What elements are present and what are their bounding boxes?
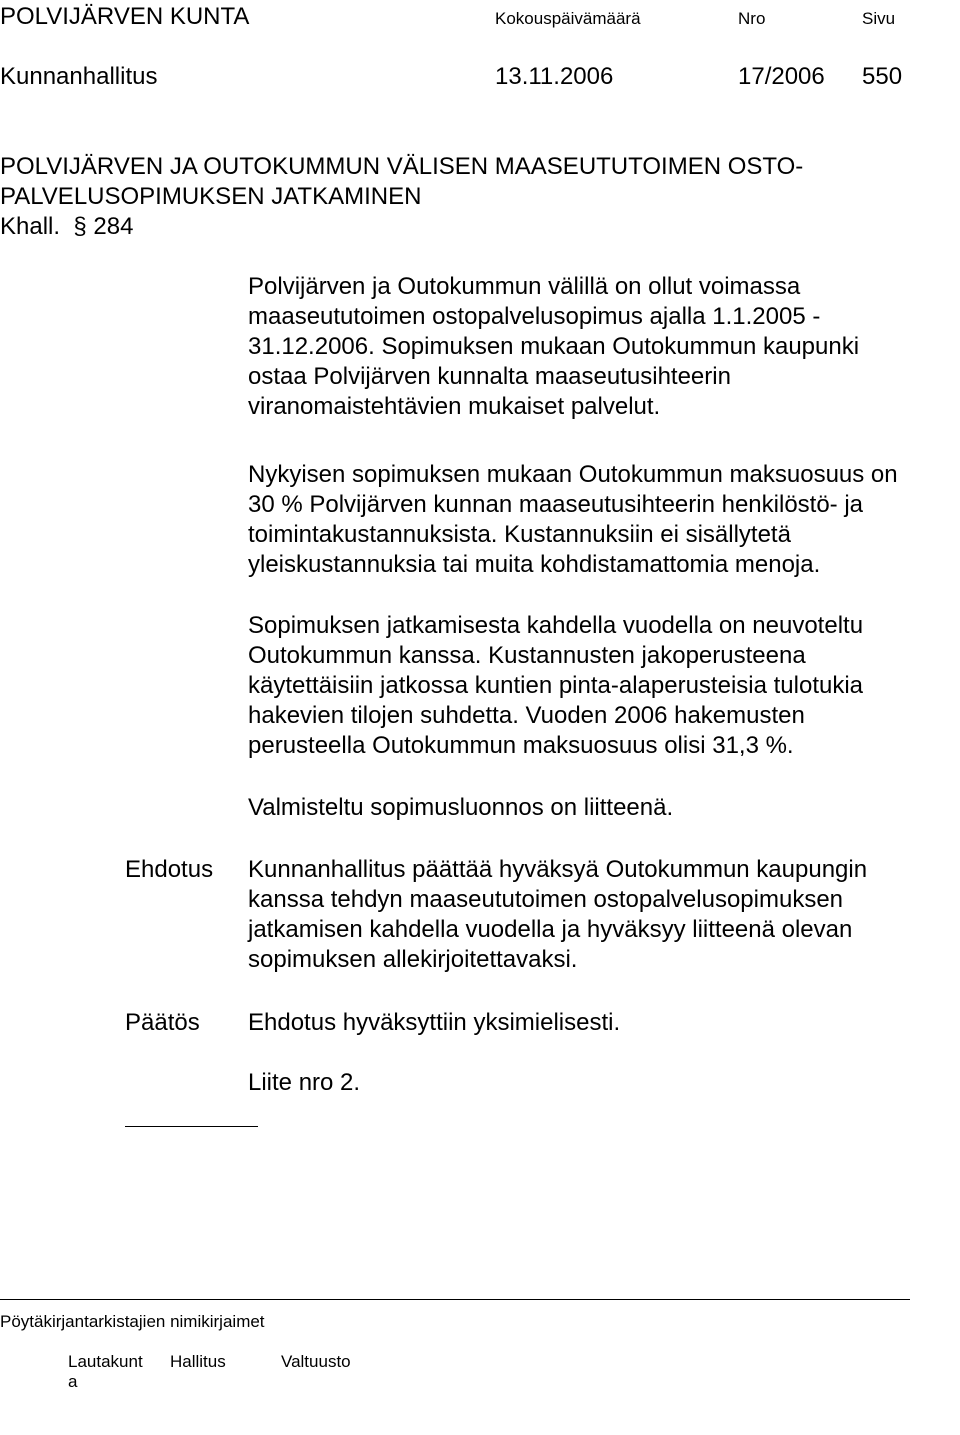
proposal-label: Ehdotus: [125, 856, 214, 883]
footer-col-committee-line-1: Lautakunt: [68, 1352, 143, 1371]
decision-text: Ehdotus hyväksyttiin yksimielisesti.: [248, 1009, 621, 1036]
paragraph-line: perusteella Outokummun maksuosuus olisi 31,3 %.: [248, 732, 794, 759]
paragraph-line: viranomaistehtävien mukaiset palvelut.: [248, 393, 661, 420]
proposal-line: sopimuksen allekirjoitettavaksi.: [248, 946, 578, 973]
paragraph-line: Valmisteltu sopimusluonnos on liitteenä.: [248, 794, 674, 821]
footer-rule: [0, 1299, 910, 1300]
paragraph-line: käytettäisiin jatkossa kuntien pinta-alaperusteisia tulotukia: [248, 672, 864, 699]
minutes-number: 17/2006: [738, 63, 825, 90]
footer-col-committee-line-2: a: [68, 1372, 78, 1391]
meeting-date: 13.11.2006: [495, 63, 614, 90]
paragraph-4: [248, 793, 673, 823]
proposal-line: jatkamisen kahdella vuodella ja hyväksyy liitteenä olevan: [248, 916, 853, 943]
paragraph-line: Polvijärven ja Outokummun välillä on ollut voimassa: [248, 273, 801, 300]
page-label: Sivu: [862, 9, 896, 28]
paragraph-line: Outokummun kanssa. Kustannusten jakoperusteena: [248, 642, 806, 669]
title-line-2: PALVELUSOPIMUKSEN JATKAMINEN: [0, 183, 422, 210]
date-label: Kokouspäivämäärä: [495, 9, 641, 28]
meeting-body: Kunnanhallitus: [0, 63, 158, 90]
paragraph-line: toimintakustannuksista. Kustannuksiin ei sisällytetä: [248, 521, 791, 548]
attachment-note: Liite nro 2.: [248, 1069, 361, 1096]
signatures-label: Pöytäkirjantarkistajien nimikirjaimet: [0, 1312, 265, 1331]
proposal-line: Kunnanhallitus päättää hyväksyä Outokummun kaupungin: [248, 856, 868, 883]
proposal-text: [248, 855, 867, 975]
paragraph-line: hakevien tilojen suhdetta. Vuoden 2006 hakemusten: [248, 702, 805, 729]
paragraph-line: maaseututoimen ostopalvelusopimus ajalla 1.1.2005 -: [248, 303, 821, 330]
decision-label: Päätös: [125, 1009, 200, 1036]
paragraph-line: Nykyisen sopimuksen mukaan Outokummun maksuosuus on: [248, 461, 898, 488]
paragraph-2: [248, 460, 898, 580]
municipality-name: POLVIJÄRVEN KUNTA: [0, 3, 250, 30]
paragraph-line: Sopimuksen jatkamisesta kahdella vuodella on neuvoteltu: [248, 612, 864, 639]
footer-col-board: Hallitus: [170, 1352, 226, 1371]
paragraph-1: [248, 272, 859, 422]
paragraph-line: yleiskustannuksia tai muita kohdistamattomia menoja.: [248, 551, 821, 578]
title-line-1: POLVIJÄRVEN JA OUTOKUMMUN VÄLISEN MAASEUTUTOIMEN OSTO-: [0, 153, 804, 180]
page-number: 550: [862, 63, 903, 90]
paragraph-line: ostaa Polvijärven kunnalta maaseutusihteerin: [248, 363, 731, 390]
number-label: Nro: [738, 9, 766, 28]
section-number: Khall. § 284: [0, 213, 134, 240]
paragraph-line: 30 % Polvijärven kunnan maaseutusihteerin henkilöstö- ja: [248, 491, 864, 518]
footer-col-committee: [68, 1352, 143, 1392]
paragraph-line: 31.12.2006. Sopimuksen mukaan Outokummun kaupunki: [248, 333, 860, 360]
footer-col-council: Valtuusto: [281, 1352, 351, 1371]
paragraph-3: [248, 611, 863, 761]
end-rule: [125, 1126, 258, 1127]
proposal-line: kanssa tehdyn maaseututoimen ostopalvelusopimuksen: [248, 886, 844, 913]
